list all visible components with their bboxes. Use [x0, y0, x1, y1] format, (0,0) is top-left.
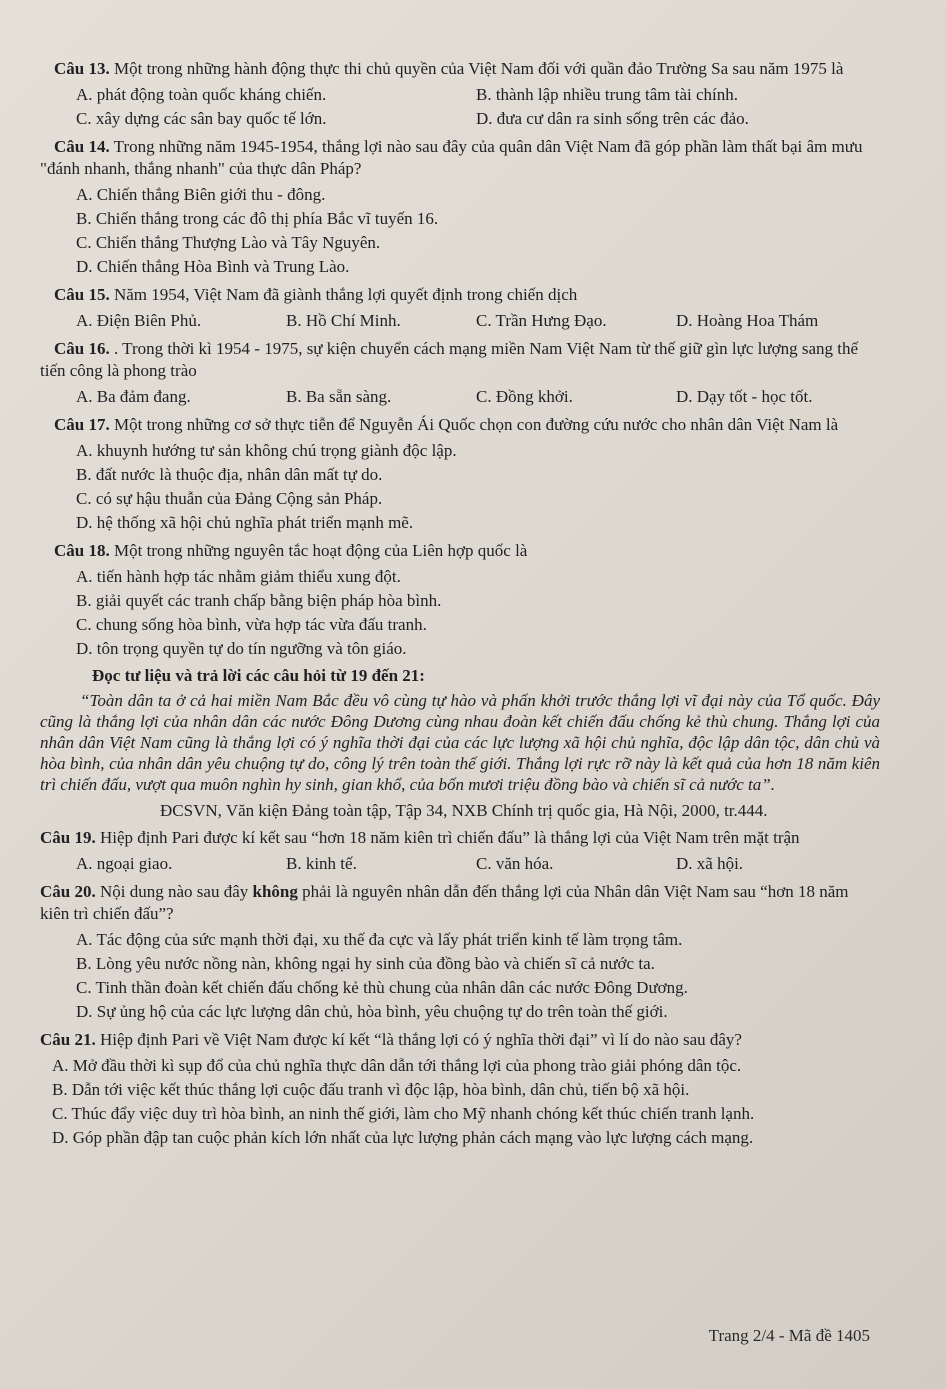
option-c: C. có sự hậu thuẫn của Đảng Cộng sản Pháp. — [76, 489, 383, 508]
option-d: D. Dạy tốt - học tốt. — [676, 387, 813, 406]
option-a: A. ngoại giao. — [76, 854, 173, 873]
question-number: Câu 20. — [40, 882, 96, 901]
question-20 — [40, 881, 880, 925]
option-c: C. xây dựng các sân bay quốc tế lớn. — [76, 109, 327, 128]
question-21-options — [52, 1054, 880, 1150]
reading-quote: “Toàn dân ta ở cả hai miền Nam Bắc đều vô cùng tự hào và phấn khởi trước thắng lợi vĩ đại này của Tổ quốc. Đây cũng là thắng lợi của nhân dân các nước Đông Dương cùng nhau đoàn kết chiến đấu chống kẻ thù chung. Thắng lợi của nhân dân Việt Nam cũng là thắng lợi có ý nghĩa thời đại của các lực lượng xã hội chủ nghĩa, độc lập dân tộc, dân chủ và hòa bình, của nhân dân yêu chuộng tự do, công lý trên toàn thế giới. Thắng lợi rực rỡ này là kết quả của hơn 18 năm kiên trì chiến đấu, vượt qua muôn nghìn hy sinh, gian khổ, của bốn mươi triệu đồng bào và chiến sĩ cả nước ta”. — [40, 691, 880, 794]
option-c: C. Trần Hưng Đạo. — [476, 311, 607, 330]
option-b: B. Chiến thắng trong các đô thị phía Bắc vĩ tuyến 16. — [76, 209, 439, 228]
option-d: D. hệ thống xã hội chủ nghĩa phát triển mạnh mẽ. — [76, 513, 414, 532]
question-18-options — [76, 565, 880, 661]
option-c: C. văn hóa. — [476, 854, 554, 873]
option-a: A. Chiến thắng Biên giới thu - đông. — [76, 185, 326, 204]
question-text: Hiệp định Pari được kí kết sau “hơn 18 năm kiên trì chiến đấu” là thắng lợi của Việt Nam trên mặt trận — [95, 828, 800, 847]
question-number: Câu 19. — [40, 828, 96, 847]
option-a: A. khuynh hướng tư sản không chú trọng giành độc lập. — [76, 441, 457, 460]
option-b: B. kinh tế. — [286, 854, 357, 873]
reading-heading: Đọc tư liệu và trả lời các câu hỏi từ 19 đến 21: — [92, 666, 425, 685]
reading-source: ĐCSVN, Văn kiện Đảng toàn tập, Tập 34, NXB Chính trị quốc gia, Hà Nội, 2000, tr.444. — [160, 801, 768, 820]
question-15 — [40, 284, 880, 306]
option-b: B. thành lập nhiều trung tâm tài chính. — [476, 85, 739, 104]
option-b: B. Ba sẵn sàng. — [286, 387, 392, 406]
option-c: C. Thúc đẩy việc duy trì hòa bình, an ninh thế giới, làm cho Mỹ nhanh chóng kết thúc chiến tranh lạnh. — [52, 1104, 755, 1123]
option-a: A. tiến hành hợp tác nhằm giảm thiểu xung đột. — [76, 567, 401, 586]
question-text: Hiệp định Pari về Việt Nam được kí kết “là thắng lợi có ý nghĩa thời đại” vì lí do nào sau đây? — [95, 1030, 742, 1049]
question-number: Câu 15. — [54, 285, 110, 304]
option-d: D. xã hội. — [676, 854, 744, 873]
question-number: Câu 14. — [54, 137, 110, 156]
option-d: D. Chiến thắng Hòa Bình và Trung Lào. — [76, 257, 350, 276]
option-a: A. Tác động của sức mạnh thời đại, xu thế đa cực và lấy phát triển kinh tế làm trọng tâm. — [76, 930, 683, 949]
question-19-options — [76, 852, 880, 876]
question-text: Một trong những cơ sở thực tiễn để Nguyễn Ái Quốc chọn con đường cứu nước cho nhân dân Việt Nam là — [109, 415, 839, 434]
option-c: C. Đồng khởi. — [476, 387, 573, 406]
question-number: Câu 21. — [40, 1030, 96, 1049]
option-a: A. Mở đầu thời kì sụp đổ của chủ nghĩa thực dân dẫn tới thắng lợi của phong trào giải phóng dân tộc. — [52, 1056, 742, 1075]
question-text: Một trong những hành động thực thi chủ quyền của Việt Nam đối với quần đảo Trường Sa sau năm 1975 là — [109, 59, 844, 78]
question-text: Một trong những nguyên tắc hoạt động của Liên hợp quốc là — [109, 541, 528, 560]
question-text-emphasis: không — [252, 882, 298, 901]
question-14-options — [76, 183, 880, 279]
question-18 — [40, 540, 880, 562]
option-c: C. Tinh thần đoàn kết chiến đấu chống kẻ thù chung của nhân dân các nước Đông Dương. — [76, 978, 688, 997]
question-text: Năm 1954, Việt Nam đã giành thắng lợi quyết định trong chiến dịch — [109, 285, 578, 304]
option-b: B. giải quyết các tranh chấp bằng biện pháp hòa bình. — [76, 591, 442, 610]
question-text: . Trong thời kì 1954 - 1975, sự kiện chuyển cách mạng miền Nam Việt Nam từ thế giữ gìn lực lượng sang thế tiến công là phong trào — [40, 339, 859, 380]
option-b: B. Hồ Chí Minh. — [286, 311, 401, 330]
option-d: D. đưa cư dân ra sinh sống trên các đảo. — [476, 109, 749, 128]
option-c: C. chung sống hòa bình, vừa hợp tác vừa đấu tranh. — [76, 615, 427, 634]
question-number: Câu 13. — [54, 59, 110, 78]
option-c: C. Chiến thắng Thượng Lào và Tây Nguyên. — [76, 233, 381, 252]
question-16 — [40, 338, 880, 382]
question-16-options — [76, 385, 880, 409]
exam-content — [40, 58, 880, 1155]
question-21 — [40, 1029, 880, 1051]
option-a: A. phát động toàn quốc kháng chiến. — [76, 85, 327, 104]
question-15-options — [76, 309, 880, 333]
question-text: Trong những năm 1945-1954, thắng lợi nào sau đây của quân dân Việt Nam đã góp phần làm thất bại âm mưu "đánh nhanh, thắng nhanh" của thực dân Pháp? — [40, 137, 863, 178]
option-b: B. Lòng yêu nước nồng nàn, không ngại hy sinh của đồng bào và chiến sĩ cả nước ta. — [76, 954, 655, 973]
option-d: D. Góp phần đập tan cuộc phản kích lớn nhất của lực lượng phản cách mạng vào lực lượng cách mạng. — [52, 1128, 754, 1147]
option-d: D. Hoàng Hoa Thám — [676, 311, 819, 330]
option-b: B. đất nước là thuộc địa, nhân dân mất tự do. — [76, 465, 383, 484]
option-a: A. Điện Biên Phủ. — [76, 311, 202, 330]
question-13-options — [76, 83, 880, 131]
option-d: D. tôn trọng quyền tự do tín ngưỡng và tôn giáo. — [76, 639, 407, 658]
question-number: Câu 17. — [54, 415, 110, 434]
page-footer: Trang 2/4 - Mã đề 1405 — [708, 1326, 870, 1345]
question-14 — [40, 136, 880, 180]
question-17-options — [76, 439, 880, 535]
question-19 — [40, 827, 880, 849]
option-d: D. Sự ủng hộ của các lực lượng dân chủ, hòa bình, yêu chuộng tự do trên toàn thế giới. — [76, 1002, 668, 1021]
question-17 — [40, 414, 880, 436]
question-20-options — [76, 928, 880, 1024]
question-number: Câu 18. — [54, 541, 110, 560]
option-b: B. Dẫn tới việc kết thúc thắng lợi cuộc đấu tranh vì độc lập, hòa bình, dân chủ, tiến bộ xã hội. — [52, 1080, 690, 1099]
question-number: Câu 16. — [54, 339, 110, 358]
option-a: A. Ba đảm đang. — [76, 387, 191, 406]
question-text-after: phải là nguyên nhân dẫn đến thắng lợi của Nhân dân Việt Nam sau “hơn 18 năm kiên trì chiến đấu”? — [40, 882, 849, 923]
question-13 — [40, 58, 880, 80]
question-text-before: Nội dung nào sau đây — [95, 882, 253, 901]
